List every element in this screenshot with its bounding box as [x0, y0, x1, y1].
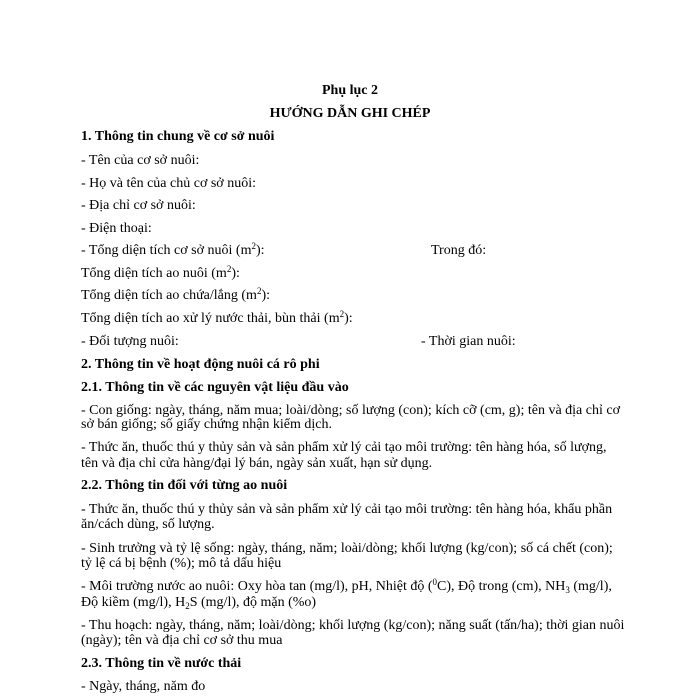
treatment-area-end: ): [344, 311, 353, 326]
squared-superscript: 2 [251, 241, 256, 251]
reservoir-area-end: ): [261, 288, 270, 303]
page-title: HƯỚNG DẪN GHI CHÉP [269, 106, 431, 121]
reservoir-area-line [81, 287, 270, 304]
water-env-text-c: (mg/l), [569, 579, 612, 594]
feed-line-1: - Thức ăn, thuốc thú y thủy sản và sản phẩm xử lý cải tạo môi trường: tên hàng hóa, số lượng, [81, 440, 607, 455]
water-env-text-a: - Môi trường nước ao nuôi: Oxy hòa tan (mg/l), pH, Nhiệt độ ( [81, 579, 433, 594]
appendix-label: Phụ lục 2 [321, 83, 378, 98]
pond-feed-line-1: - Thức ăn, thuốc thú y thủy sản và sản phẩm xử lý cải tạo môi trường: tên hàng hóa, khẩu phần [81, 502, 613, 517]
owner-name-line: - Họ và tên của chủ cơ sở nuôi: [81, 176, 256, 191]
seed-line-1: - Con giống: ngày, tháng, năm mua; loài/dòng; số lượng (con); kích cỡ (cm, g); tên và địa chỉ cơ [81, 403, 620, 418]
subsection-2-2-heading: 2.2. Thông tin đối với từng ao nuôi [81, 478, 288, 493]
squared-superscript: 2 [226, 264, 232, 274]
pond-area-line [81, 265, 240, 282]
total-area-line [81, 242, 265, 259]
harvest-line-1: - Thu hoạch: ngày, tháng, năm; loài/dòng; khối lượng (kg/con); năng suất (tấn/ha); thời gian nuôi [81, 618, 625, 633]
seed-line-2: sở bán giống; số giấy chứng nhận kiểm dịch. [81, 417, 333, 432]
squared-superscript: 2 [339, 309, 345, 319]
reservoir-area-text: Tổng diện tích ao chứa/lắng (m [81, 288, 257, 303]
squared-superscript: 2 [256, 286, 262, 296]
pond-feed-line-2: ăn/cách dùng, số lượng. [81, 517, 215, 532]
subsection-2-1-heading: 2.1. Thông tin về các nguyên vật liệu đầu vào [81, 380, 349, 395]
treatment-area-text: Tổng diện tích ao xử lý nước thải, bùn thải (m [81, 311, 340, 326]
section-2-heading: 2. Thông tin về hoạt động nuôi cá rô phi [81, 357, 320, 372]
treatment-area-line [81, 310, 353, 327]
wastewater-date-line: - Ngày, tháng, năm đo [81, 679, 206, 694]
total-area-text: - Tổng diện tích cơ sở nuôi (m [81, 243, 252, 258]
period-line: - Thời gian nuôi: [421, 334, 516, 349]
pond-area-end: ): [231, 266, 240, 281]
water-env-text-d: Độ kiềm (mg/l), H [81, 595, 186, 610]
section-1-heading: 1. Thông tin chung về cơ sở nuôi [81, 129, 275, 144]
of-which-label: Trong đó: [431, 243, 487, 258]
total-area-end: ): [255, 243, 265, 258]
nh3-subscript: 3 [565, 585, 570, 595]
pond-area-text: Tổng diện tích ao nuôi (m [81, 266, 227, 281]
growth-line-2: tỷ lệ cá bị bệnh (%); mô tả dấu hiệu [81, 556, 282, 571]
phone-line: - Điện thoại: [81, 221, 152, 236]
feed-line-2: tên và địa chỉ cửa hàng/đại lý bán, ngày sản xuất, hạn sử dụng. [81, 456, 433, 471]
harvest-line-2: (ngày); tên và địa chỉ cơ sở thu mua [81, 633, 283, 648]
water-env-text-b: C), Độ trong (cm), NH [437, 579, 566, 594]
water-env-line-1 [81, 578, 612, 595]
facility-name-line: - Tên của cơ sở nuôi: [81, 153, 200, 168]
growth-line-1: - Sinh trưởng và tỷ lệ sống: ngày, tháng, năm; loài/dòng; khối lượng (kg/con); số cá chết (con); [81, 541, 613, 556]
species-line: - Đối tượng nuôi: [81, 334, 179, 349]
degree-superscript: 0 [432, 577, 438, 587]
water-env-text-e: S (mg/l), độ mặn (%o) [189, 595, 317, 610]
h2s-subscript: 2 [185, 601, 190, 611]
subsection-2-3-heading: 2.3. Thông tin về nước thải [81, 656, 242, 671]
address-line: - Địa chỉ cơ sở nuôi: [81, 198, 196, 213]
water-env-line-2 [81, 594, 316, 611]
